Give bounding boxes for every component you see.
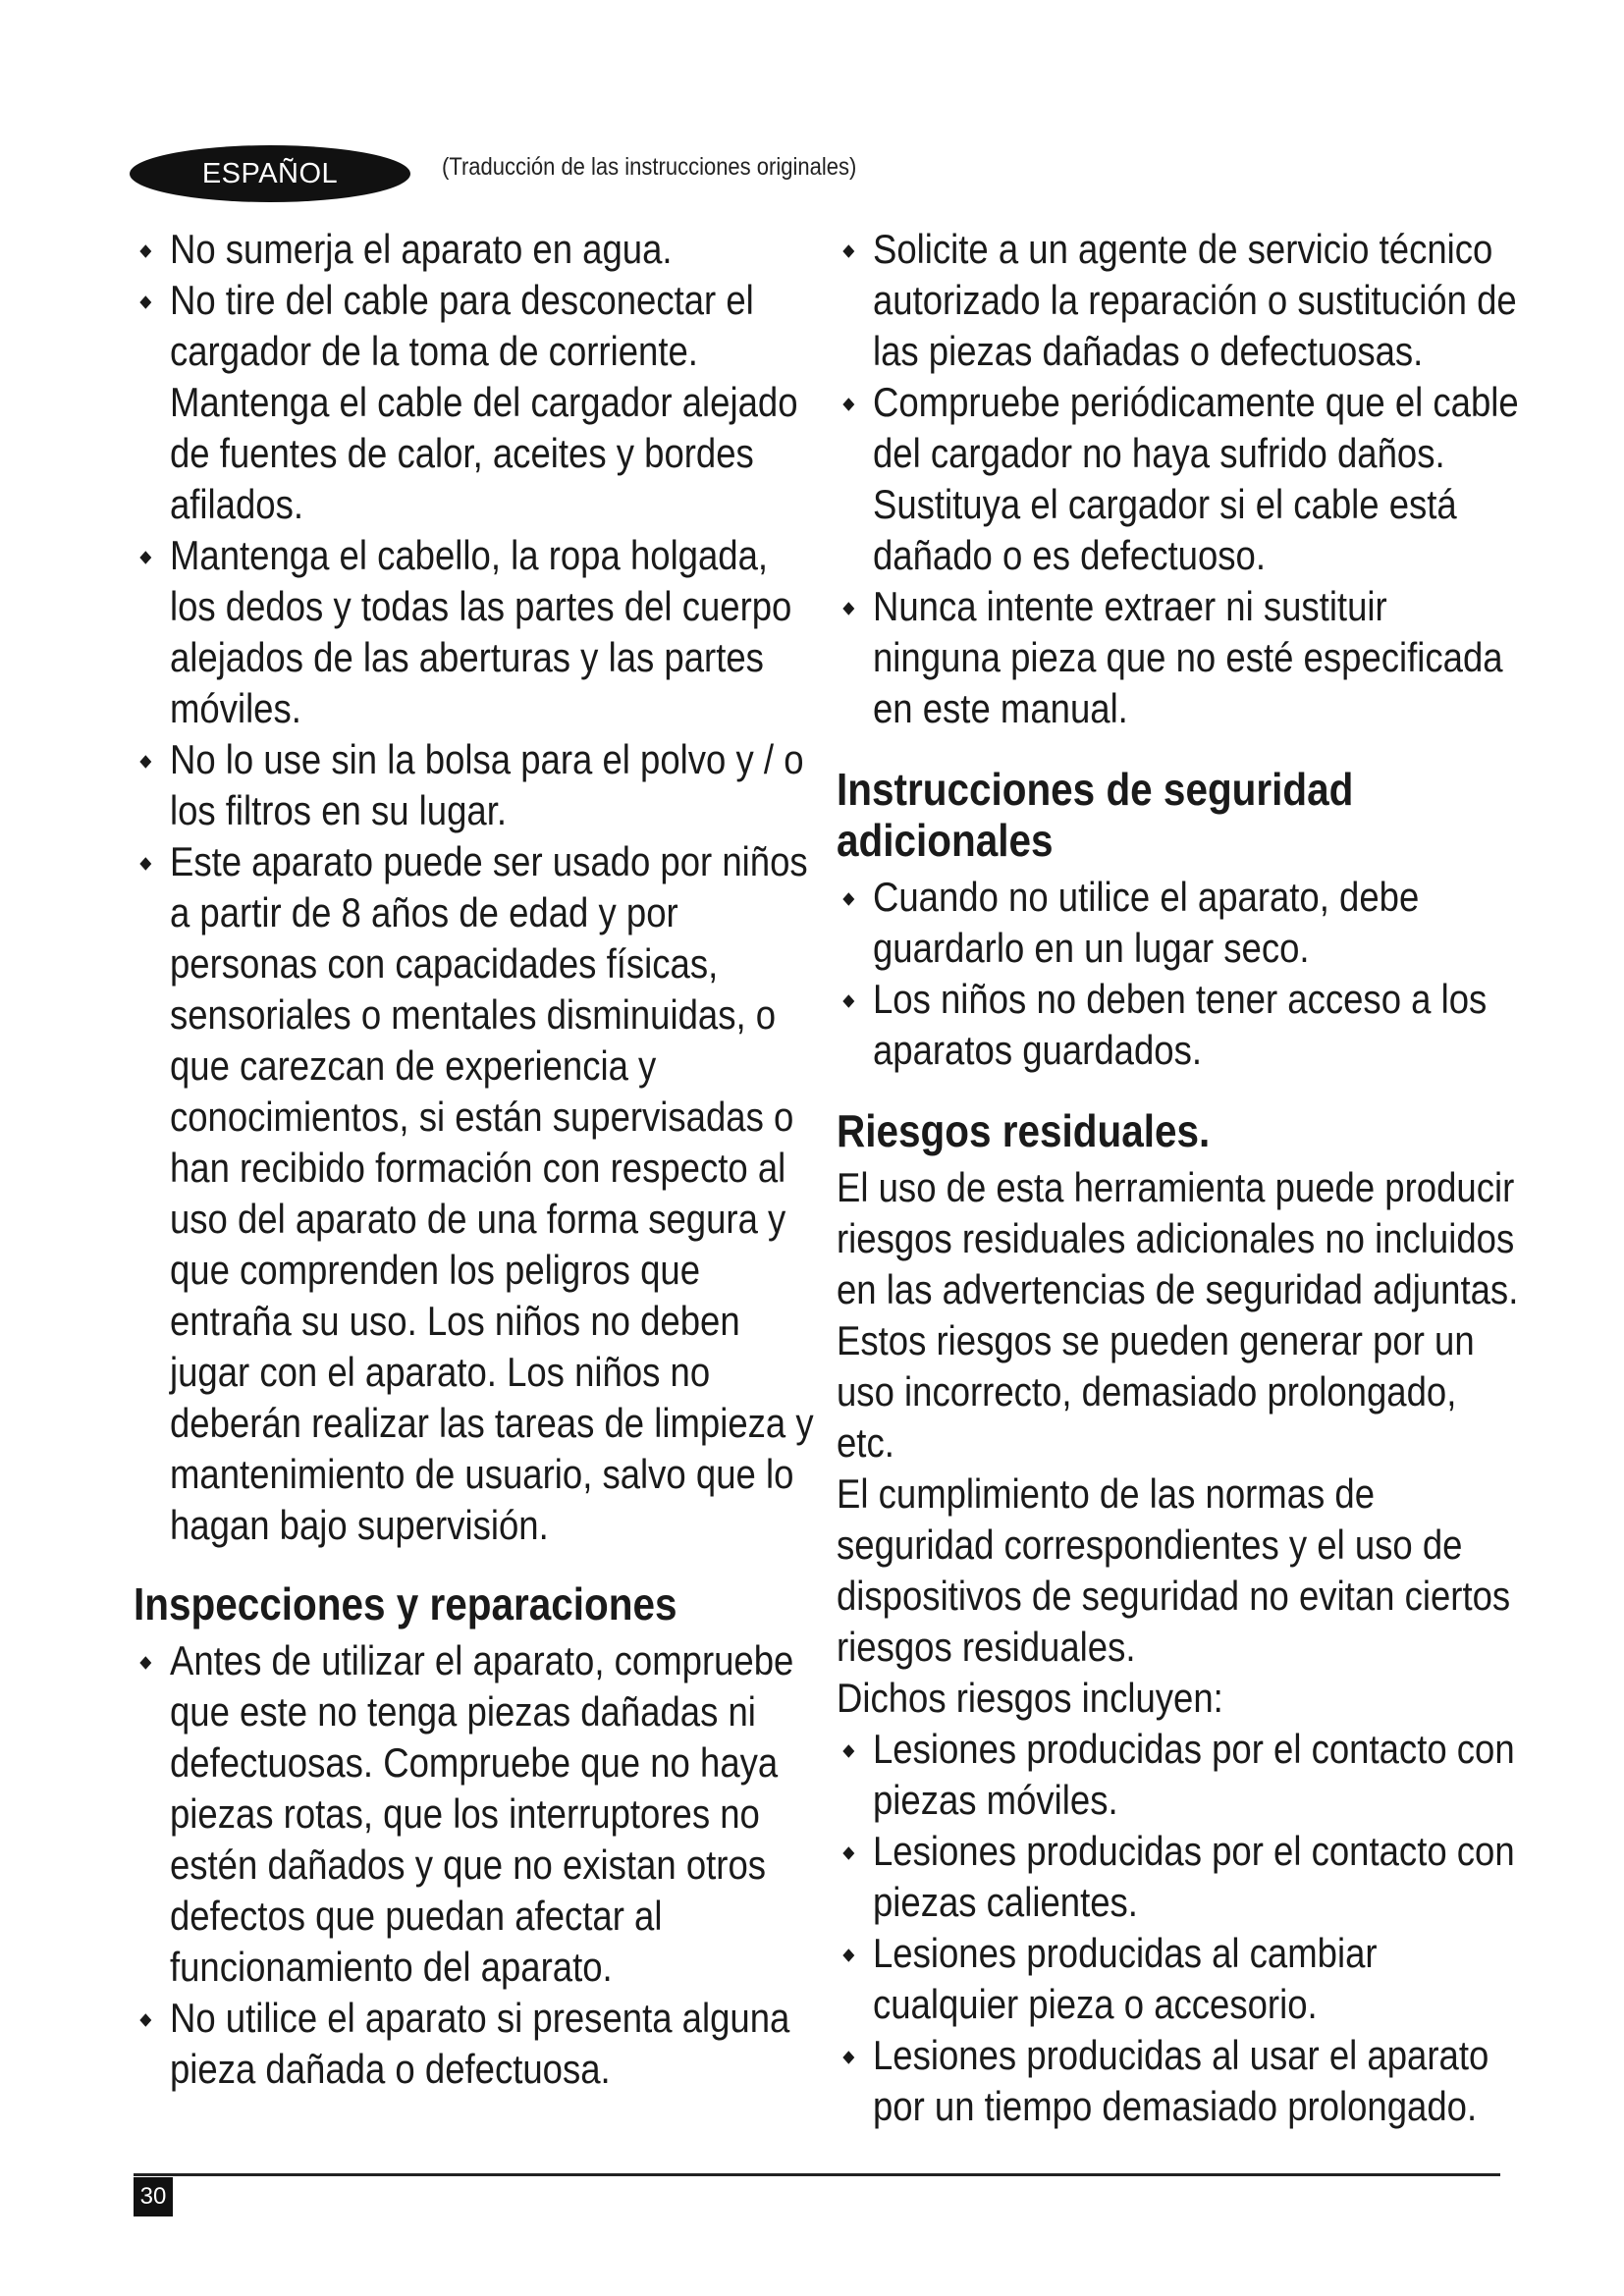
- right-column: [837, 224, 1524, 2132]
- list-item: No sumerja el aparato en agua.: [134, 224, 821, 275]
- list-item: No utilice el aparato si presenta alguna pieza dañada o defectuosa.: [134, 1993, 821, 2095]
- left-bullet-list: [134, 224, 821, 1551]
- safety-bullet-list: [837, 872, 1524, 1076]
- residual-paragraph: Dichos riesgos incluyen:: [837, 1675, 1223, 1721]
- list-item: Lesiones producidas por el contacto con piezas móviles.: [837, 1724, 1524, 1826]
- diamond-bullet-icon: [842, 1949, 854, 1962]
- diamond-bullet-icon: [139, 551, 151, 564]
- list-item: Compruebe periódicamente que el cable del cargador no haya sufrido daños. Sustituya el cargador si el cable está dañado o es defectuoso.: [837, 377, 1524, 581]
- diamond-bullet-icon: [842, 1744, 854, 1758]
- list-item: Nunca intente extraer ni sustituir ninguna pieza que no esté especificada en este manual.: [837, 581, 1524, 734]
- list-item: Mantenga el cabello, la ropa holgada, los dedos y todas las partes del cuerpo alejados de las aberturas y las partes móviles.: [134, 530, 821, 734]
- list-item: No tire del cable para desconectar el cargador de la toma de corriente. Mantenga el cable del cargador alejado de fuentes de calor, aceites y bordes afilados.: [134, 275, 821, 530]
- diamond-bullet-icon: [842, 1846, 854, 1860]
- residual-paragraph: El cumplimiento de las normas de seguridad correspondientes y el uso de dispositivos de seguridad no evitan ciertos riesgos residuales.: [837, 1470, 1511, 1670]
- diamond-bullet-icon: [842, 994, 854, 1008]
- language-badge: ESPAÑOL: [130, 145, 410, 202]
- diamond-bullet-icon: [842, 602, 854, 615]
- list-item: Solicite a un agente de servicio técnico autorizado la reparación o sustitución de las piezas dañadas o defectuosas.: [837, 224, 1524, 377]
- safety-heading: Instrucciones de seguridad adicionales: [837, 764, 1354, 866]
- diamond-bullet-icon: [139, 755, 151, 769]
- diamond-bullet-icon: [139, 244, 151, 258]
- diamond-bullet-icon: [842, 244, 854, 258]
- diamond-bullet-icon: [842, 398, 854, 411]
- list-item: Los niños no deben tener acceso a los aparatos guardados.: [837, 974, 1524, 1076]
- inspection-heading: Inspecciones y reparaciones: [134, 1578, 677, 1629]
- diamond-bullet-icon: [139, 1656, 151, 1670]
- page-number: 30: [134, 2177, 173, 2216]
- list-item: Lesiones producidas al cambiar cualquier pieza o accesorio.: [837, 1928, 1524, 2030]
- diamond-bullet-icon: [139, 295, 151, 309]
- list-item: No lo use sin la bolsa para el polvo y / o los filtros en su lugar.: [134, 734, 821, 836]
- residual-bullet-list: [837, 1724, 1524, 2132]
- right-bullet-list: [837, 224, 1524, 734]
- diamond-bullet-icon: [842, 2051, 854, 2064]
- list-item: Cuando no utilice el aparato, debe guardarlo en un lugar seco.: [837, 872, 1524, 974]
- list-item: Lesiones producidas al usar el aparato por un tiempo demasiado prolongado.: [837, 2030, 1524, 2132]
- list-item: Antes de utilizar el aparato, compruebe que este no tenga piezas dañadas ni defectuosas. Compruebe que no haya piezas rotas, que los interruptores no estén dañados y que no existan otros defectos que puedan afectar al funcionamiento del aparato.: [134, 1635, 821, 1993]
- diamond-bullet-icon: [139, 2013, 151, 2027]
- residual-risks-heading: Riesgos residuales.: [837, 1105, 1211, 1156]
- left-column: [134, 224, 821, 2095]
- diamond-bullet-icon: [842, 892, 854, 906]
- residual-paragraph: El uso de esta herramienta puede producir riesgos residuales adicionales no incluidos en las advertencias de seguridad adjuntas. Estos riesgos se pueden generar por un uso incorrecto, demasiado prolongado, etc.: [837, 1164, 1519, 1466]
- inspection-bullet-list: [134, 1635, 821, 2095]
- translation-note: (Traducción de las instrucciones originales): [442, 153, 857, 181]
- list-item: Este aparato puede ser usado por niños a partir de 8 años de edad y por personas con capacidades físicas, sensoriales o mentales disminuidas, o que carezcan de experiencia y conocimientos, si están supervisadas o han recibido formación con respecto al uso del aparato de una forma segura y que comprenden los peligros que entraña su uso. Los niños no deben jugar con el aparato. Los niños no deberán realizar las tareas de limpieza y mantenimiento de usuario, salvo que lo hagan bajo supervisión.: [134, 836, 821, 1551]
- footer-divider: [134, 2173, 1500, 2176]
- diamond-bullet-icon: [139, 857, 151, 871]
- list-item: Lesiones producidas por el contacto con piezas calientes.: [837, 1826, 1524, 1928]
